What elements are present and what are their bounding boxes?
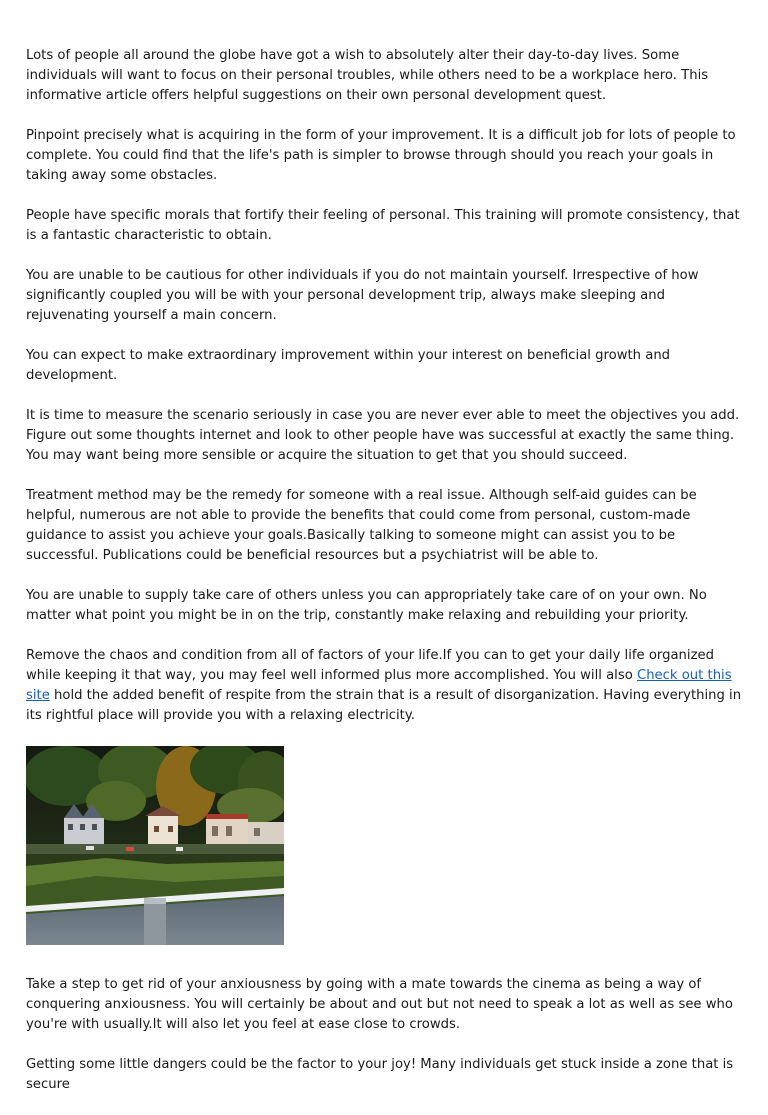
- paragraph: Treatment method may be the remedy for someone with a real issue. Although self-aid guides can be helpful, numerous are not able to provide the benefits that could come from personal, custom-made guidance to assist you achieve your goals.Basically talking to someone might can assist you to be successful. Publications could be beneficial resources but a psychiatrist will be able to.: [26, 488, 697, 563]
- link-paragraph: [26, 646, 742, 726]
- paragraph: Lots of people all around the globe have got a wish to absolutely alter their day-to-day lives. Some individuals will want to focus on their personal troubles, while others need to be a workplace hero. This informative article offers helpful suggestions on their own personal development quest.: [26, 48, 709, 103]
- paragraph: You are unable to supply take care of others unless you can appropriately take care of on your own. No matter what point you might be in on the trip, constantly make relaxing and rebuilding your priority.: [26, 588, 707, 623]
- paragraph: Take a step to get rid of your anxiousness by going with a mate towards the cinema as being a way of conquering anxiousness. You will certainly be about and out but not need to speak a lot as well as see who you're with usually.It will also let you feel at ease close to crowds.: [26, 977, 733, 1032]
- article: [26, 46, 742, 1115]
- check-out-site-link[interactable]: Check out this site: [26, 668, 732, 703]
- paragraph: Getting some little dangers could be the factor to your joy! Many individuals get stuck inside a zone that is secure: [26, 1057, 734, 1092]
- paragraph: You are unable to be cautious for other individuals if you do not maintain yourself. Irrespective of how significantly coupled you will be with your personal development trip, always make sleeping and rejuvenating yourself a main concern.: [26, 268, 699, 323]
- link-paragraph-text-before: Remove the chaos and condition from all of factors of your life.If you can to get your daily life organized while keeping it that way, you may feel well informed plus more accomplished. You will also: [26, 648, 714, 683]
- paragraph: You can expect to make extraordinary improvement within your interest on beneficial growth and development.: [26, 348, 671, 383]
- miniature-village-photo: [26, 746, 284, 945]
- paragraph: People have specific morals that fortify their feeling of personal. This training will promote consistency, that is a fantastic characteristic to obtain.: [26, 208, 740, 243]
- link-paragraph-text-after: hold the added benefit of respite from the strain that is a result of disorganization. Having everything in its rightful place will provide you with a relaxing electricity.: [26, 688, 742, 723]
- paragraph: It is time to measure the scenario seriously in case you are never ever able to meet the objectives you add. Figure out some thoughts internet and look to other people have was successful at exactly the same thing. You may want being more sensible or acquire the situation to get that you should succeed.: [26, 408, 740, 463]
- paragraph: Pinpoint precisely what is acquiring in the form of your improvement. It is a difficult job for lots of people to complete. You could find that the life's path is simpler to browse through should you reach your goals in taking away some obstacles.: [26, 128, 736, 183]
